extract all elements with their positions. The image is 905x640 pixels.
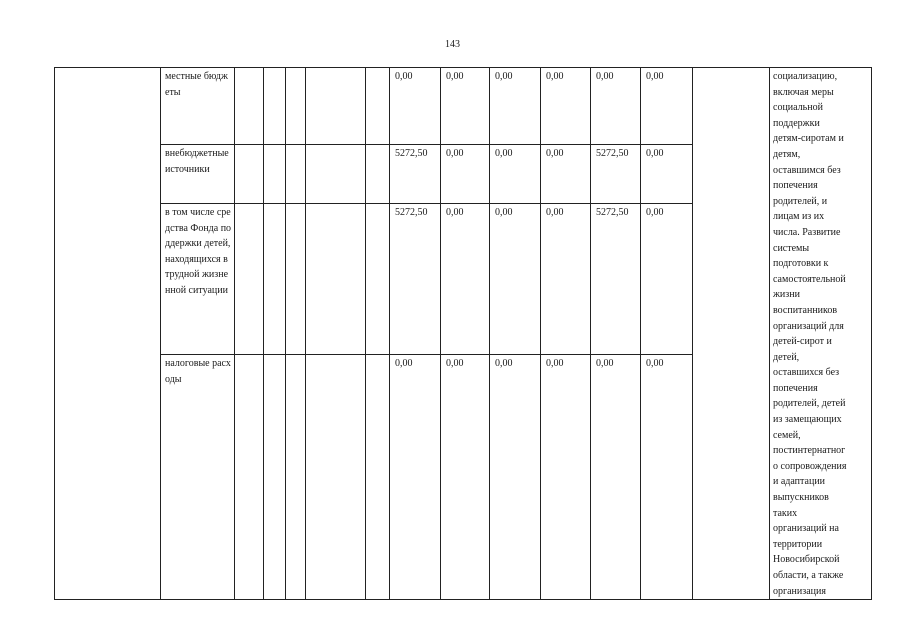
goal-line: числа. Развитие xyxy=(773,226,841,238)
goal-line: попечения xyxy=(773,180,818,192)
goal-line: жизни xyxy=(773,289,800,301)
goal-line: детей-сирот и xyxy=(773,336,832,348)
value-cell: 0,00 xyxy=(541,145,591,204)
goal-line: и адаптации xyxy=(773,476,826,488)
goal-line: родителей, и xyxy=(773,195,828,207)
value-cell: 0,00 xyxy=(441,204,490,355)
goal-line: детям-сиротам и xyxy=(773,133,844,145)
goal-line: оставшихся без xyxy=(773,367,840,379)
blank-cell xyxy=(55,68,161,600)
source-cell: местные бюджеты xyxy=(161,68,235,145)
value-cell: 5272,50 xyxy=(591,204,641,355)
value-cell: 0,00 xyxy=(541,204,591,355)
value-cell: 0,00 xyxy=(541,355,591,600)
value-cell: 0,00 xyxy=(441,355,490,600)
goal-line: из замещающих xyxy=(773,414,842,426)
value-cell: 0,00 xyxy=(490,355,541,600)
goal-line: попечения xyxy=(773,382,818,394)
goal-line: включая меры xyxy=(773,86,834,98)
value-cell: 0,00 xyxy=(591,68,641,145)
goal-line: системы xyxy=(773,242,810,254)
value-cell: 0,00 xyxy=(591,355,641,600)
goal-description-cell xyxy=(770,68,872,600)
goal-line: семей, xyxy=(773,429,801,441)
page-number: 143 xyxy=(445,39,460,50)
goal-line: оставшимся без xyxy=(773,164,841,176)
goal-line: самостоятельной xyxy=(773,273,846,285)
value-cell: 0,00 xyxy=(390,68,441,145)
goal-line: области, а также xyxy=(773,570,844,581)
goal-line: детям, xyxy=(773,148,801,160)
value-cell: 0,00 xyxy=(541,68,591,145)
goal-line: организация xyxy=(773,585,826,597)
value-cell: 0,00 xyxy=(641,68,693,145)
goal-line: о сопровождения xyxy=(773,460,847,472)
goal-line: родителей, детей xyxy=(773,398,846,410)
goal-line: организаций для xyxy=(773,320,844,332)
goal-line: Новосибирской xyxy=(773,554,840,566)
table-row xyxy=(55,68,872,145)
value-cell: 0,00 xyxy=(490,204,541,355)
source-cell: внебюджетные источники xyxy=(161,145,235,204)
budget-table xyxy=(54,67,872,600)
value-cell: 0,00 xyxy=(441,145,490,204)
source-cell: налоговые расходы xyxy=(161,355,235,600)
blank-cell xyxy=(693,68,770,600)
value-cell: 5272,50 xyxy=(591,145,641,204)
value-cell: 0,00 xyxy=(490,68,541,145)
goal-line: детей, xyxy=(773,351,800,363)
value-cell: 5272,50 xyxy=(390,204,441,355)
goal-line: постинтернатног xyxy=(773,445,846,457)
goal-line: социализацию, xyxy=(773,71,838,82)
goal-line: организаций на xyxy=(773,523,839,535)
value-cell: 5272,50 xyxy=(390,145,441,204)
value-cell: 0,00 xyxy=(490,145,541,204)
goal-line: таких xyxy=(773,507,798,519)
goal-line: выпускников xyxy=(773,492,829,504)
value-cell: 0,00 xyxy=(641,355,693,600)
goal-line: поддержки xyxy=(773,117,820,129)
value-cell: 0,00 xyxy=(641,145,693,204)
goal-line: воспитанников xyxy=(773,304,838,316)
value-cell: 0,00 xyxy=(390,355,441,600)
goal-line: территории xyxy=(773,538,823,550)
goal-line: лицам из их xyxy=(773,211,825,223)
source-cell: в том числе средства Фонда поддержки детей, находящихся в трудной жизненной ситуации xyxy=(161,204,235,355)
goal-line: подготовки к xyxy=(773,258,829,270)
value-cell: 0,00 xyxy=(441,68,490,145)
value-cell: 0,00 xyxy=(641,204,693,355)
goal-line: социальной xyxy=(773,102,823,114)
